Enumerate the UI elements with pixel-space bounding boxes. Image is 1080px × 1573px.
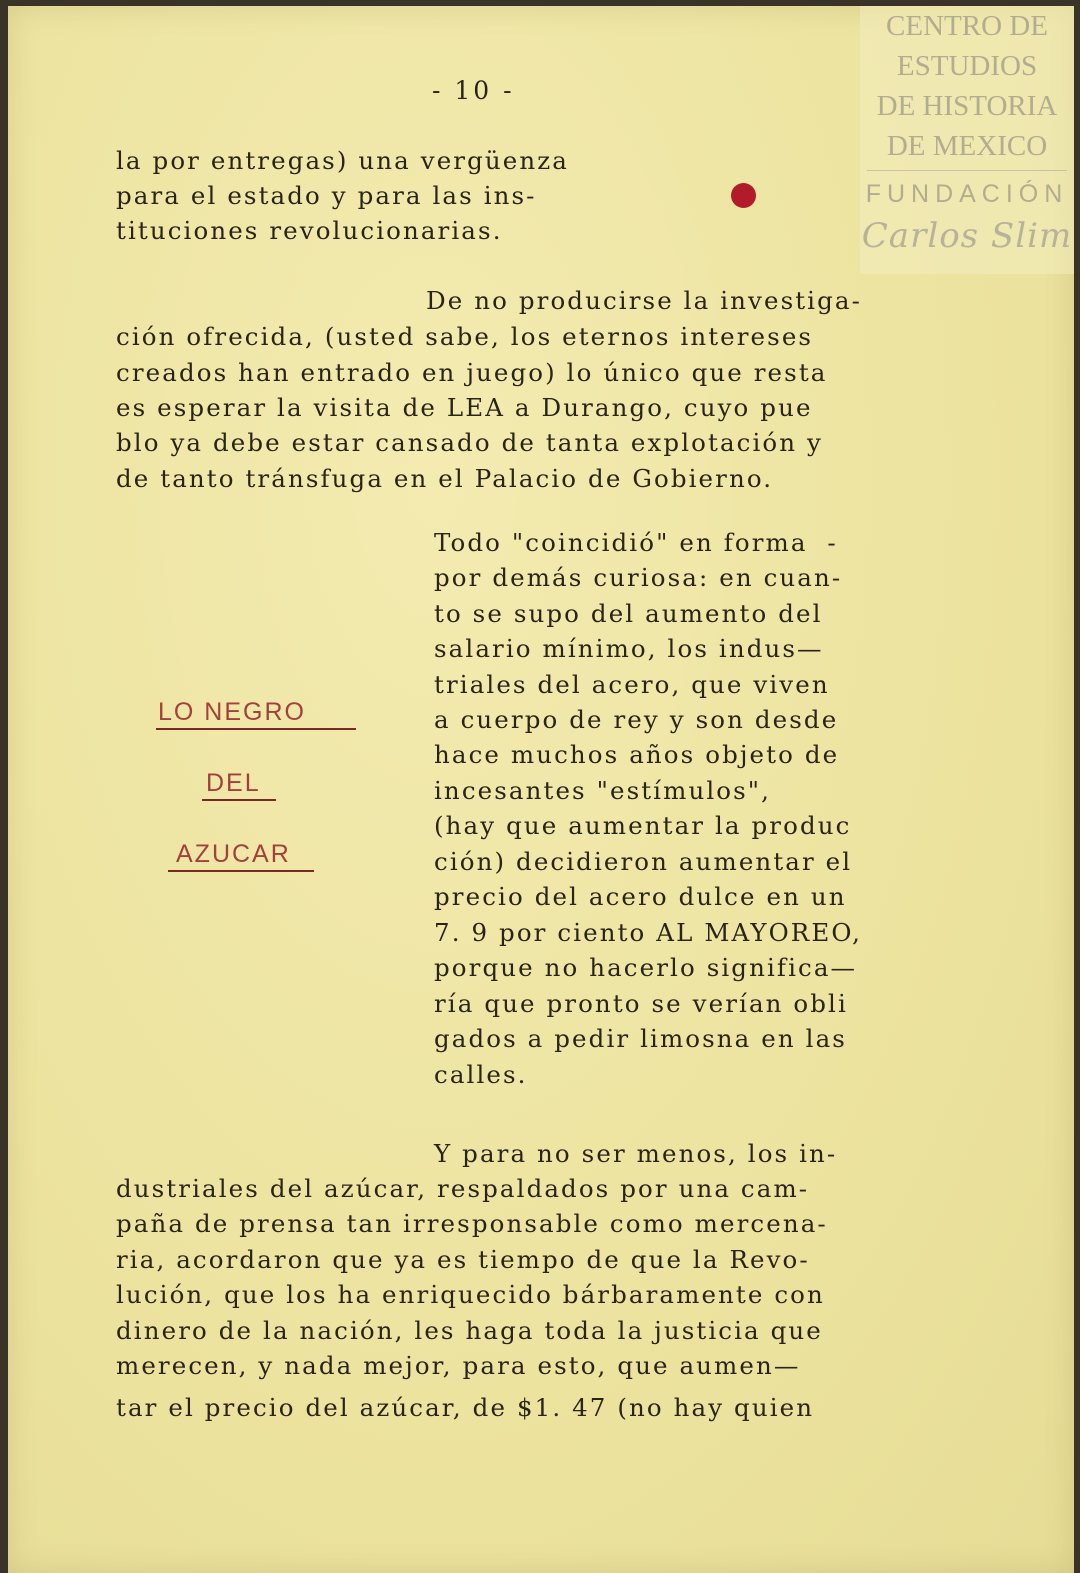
text-line: salario mínimo, los indus— (434, 634, 824, 663)
text-line: Todo "coincidió" en forma - (434, 528, 838, 557)
text-line: ria, acordaron que ya es tiempo de que la Revo- (116, 1245, 810, 1274)
text-line: (hay que aumentar la produc (434, 811, 852, 840)
page-number: - 10 - (432, 76, 515, 105)
text-line: creados han entrado en juego) lo único que resta (116, 358, 828, 387)
text-line: blo ya debe estar cansado de tanta explotación y (116, 428, 823, 457)
text-line: tituciones revolucionarias. (116, 216, 503, 245)
side-heading-line-2: DEL (206, 769, 261, 797)
text-line: precio del acero dulce en un (434, 882, 847, 911)
text-line: De no producirse la investiga- (426, 286, 862, 315)
text-line: merecen, y nada mejor, para esto, que aumen— (116, 1351, 801, 1380)
watermark-line: DE MEXICO (886, 130, 1048, 162)
red-marker-dot (731, 183, 756, 208)
text-line: calles. (434, 1060, 528, 1089)
watermark-foundation: FUNDACIÓN (865, 180, 1069, 208)
watermark-line: CENTRO DE (886, 10, 1048, 42)
side-heading-line-3: AZUCAR (176, 840, 291, 868)
text-line: Y para no ser menos, los in- (434, 1139, 838, 1168)
text-line: para el estado y para las ins- (116, 181, 537, 210)
text-line: dinero de la nación, les haga toda la justicia que (116, 1316, 823, 1345)
text-line: por demás curiosa: en cuan- (434, 563, 843, 592)
text-line: ción ofrecida, (usted sabe, los eternos intereses (116, 322, 814, 351)
side-heading-line-1: LO NEGRO (158, 698, 306, 726)
watermark-signature: Carlos Slim (861, 216, 1073, 256)
text-line: a cuerpo de rey y son desde (434, 705, 839, 734)
watermark-line: DE HISTORIA (876, 90, 1058, 122)
watermark-line: ESTUDIOS (896, 50, 1038, 82)
paragraph-2 (434, 528, 862, 1089)
text-line: dustriales del azúcar, respaldados por una cam- (116, 1174, 810, 1203)
text-line: triales del acero, que viven (434, 670, 830, 699)
text-line: porque no hacerlo significa— (434, 953, 858, 982)
text-line: la por entregas) una vergüenza (116, 146, 569, 175)
text-line: de tanto tránsfuga en el Palacio de Gobierno. (116, 464, 774, 493)
document-page (8, 6, 1074, 1573)
watermark-divider (867, 170, 1067, 171)
paragraph-3 (116, 1139, 838, 1429)
text-line: ción) decidieron aumentar el (434, 847, 853, 876)
text-line: to se supo del aumento del (434, 599, 823, 628)
paragraph-1 (116, 286, 862, 518)
text-line: es esperar la visita de LEA a Durango, cuyo pue (116, 393, 813, 422)
heading-underline (202, 799, 276, 801)
text-line: paña de prensa tan irresponsable como mercena- (116, 1209, 828, 1238)
text-line: incesantes "estímulos", (434, 776, 772, 805)
archive-watermark (860, 6, 1074, 274)
text-line: 7. 9 por ciento AL MAYOREO, (434, 918, 862, 947)
text-line: tar el precio del azúcar, de $1. 47 (no hay quien (116, 1393, 815, 1422)
heading-underline (156, 728, 356, 730)
heading-underline (168, 870, 314, 872)
text-line: ría que pronto se verían obli (434, 989, 848, 1018)
text-line: gados a pedir limosna en las (434, 1024, 847, 1053)
intro-text (116, 146, 569, 291)
text-line: lución, que los ha enriquecido bárbaramente con (116, 1280, 825, 1309)
text-line: hace muchos años objeto de (434, 740, 840, 769)
